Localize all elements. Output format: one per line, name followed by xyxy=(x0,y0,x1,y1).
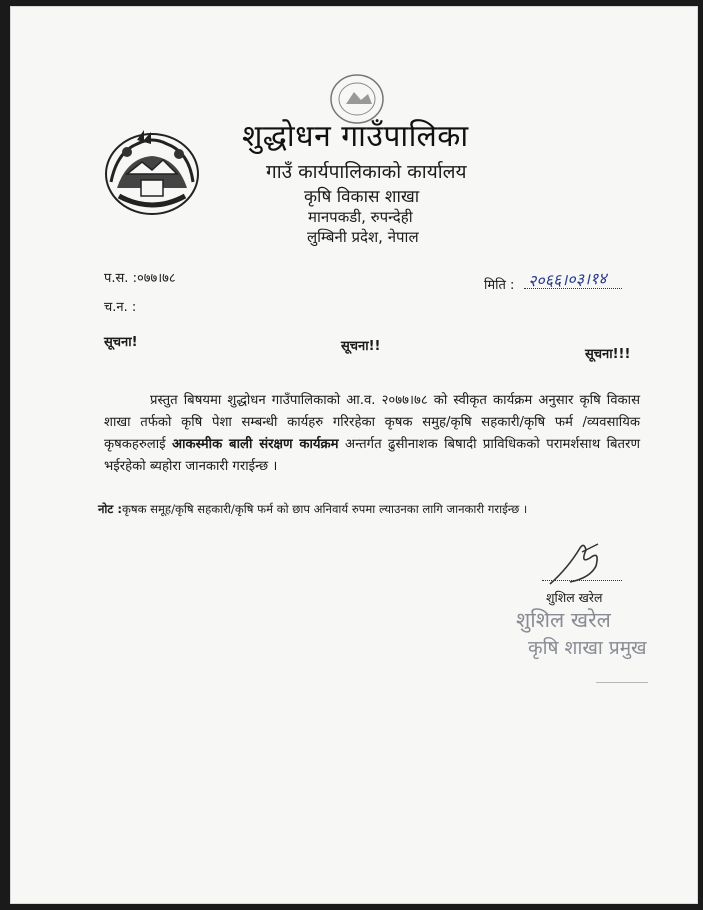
office-type: गाउँ कार्यपालिकाको कार्यालय xyxy=(266,161,467,183)
signature-icon xyxy=(540,538,620,590)
note-label: नोट : xyxy=(98,502,122,516)
stamp-signatory-post: कृषि शाखा प्रमुख xyxy=(528,637,647,659)
date-label: मिति : xyxy=(484,278,515,293)
body-text-part-1: प्रस्तुत बिषयमा शुद्धोधन गाउँपालिकाको आ.व. २०७७।७८ को स्वीकृत कार्यक्रम अनुसार कृषि विकास शाखा तर्फको कृषि पेशा सम्बन्धी कार्यहरु गरिरहेका कृषक समुह/कृषि सहकारी/कृषि फर्म /व्यवसायिक कृषकहरुलाई xyxy=(104,393,640,452)
stamp-signatory-name: शुशिल खरेल xyxy=(516,608,611,632)
notice-heading-3: सूचना!!! xyxy=(585,347,631,362)
notice-body xyxy=(104,390,640,478)
letter-number: प.स. :०७७।७८ xyxy=(104,271,176,286)
notice-heading-2: सूचना!! xyxy=(341,339,381,354)
body-text-part-2: अन्तर्गत ढुसीनाशक बिषादी प्राविधिकको परामर्शसाथ बितरण भईरहेको ब्यहोरा जानकारी गराईन्छ । xyxy=(104,437,640,474)
nepal-emblem-icon xyxy=(97,122,207,222)
signatory-name: शुशिल खरेल xyxy=(546,590,603,605)
faint-mark xyxy=(596,682,648,683)
note-line xyxy=(98,502,527,517)
section-name: कृषि विकास शाखा xyxy=(304,187,420,207)
signature-dotted-line xyxy=(542,580,622,581)
dispatch-number: च.न. : xyxy=(104,300,137,315)
notice-heading-1: सूचना! xyxy=(104,335,138,350)
office-province: लुम्बिनी प्रदेश, नेपाल xyxy=(307,228,419,246)
note-text: कृषक समूह/कृषि सहकारी/कृषि फर्म को छाप अनिवार्य रुपमा ल्याउनका लागि जानकारी गराईन्छ । xyxy=(121,502,528,516)
office-address: मानपकडी, रुपन्देही xyxy=(308,208,413,226)
letter-page xyxy=(10,6,698,904)
program-name: आकस्मीक बाली संरक्षण कार्यक्रम xyxy=(172,437,339,452)
office-name: शुद्धोधन गाउँपालिका xyxy=(242,119,469,154)
date-value: २०६६।०३।१४ xyxy=(527,268,608,291)
